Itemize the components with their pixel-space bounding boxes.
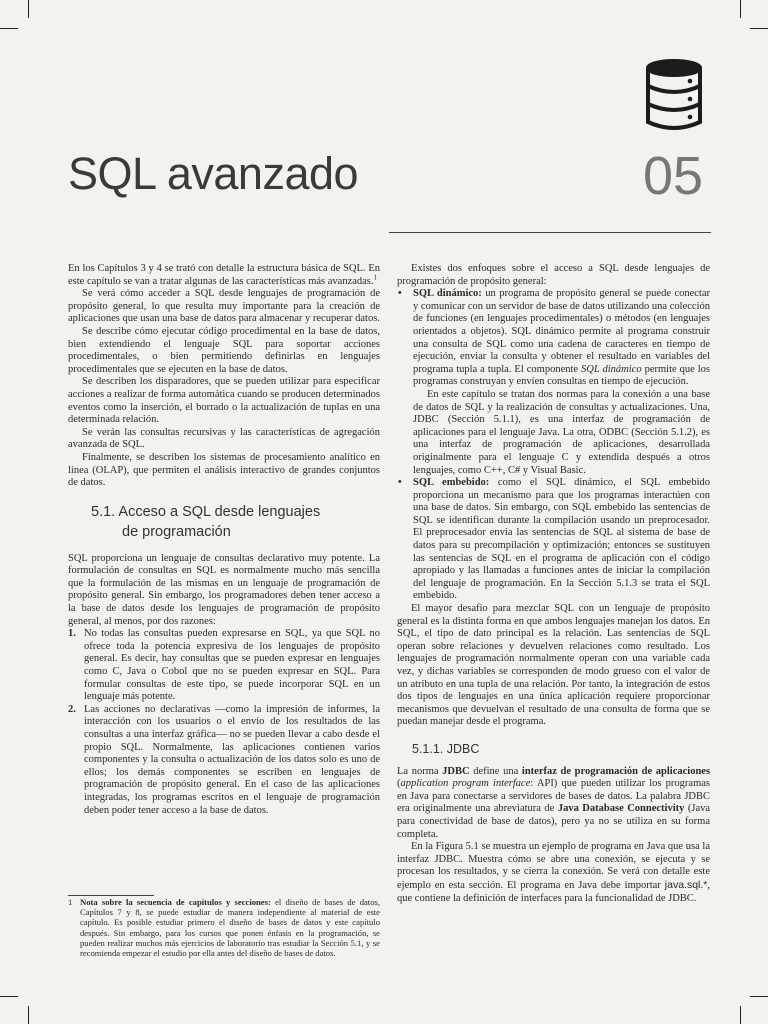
paragraph: La norma JDBC define una interfaz de programación de aplicaciones (application program interface: API) que pueden utilizar los programas en Java para conectarse a servidores de bases de datos. La palabra JDBC era originalmente una abreviatura de Java Database Connectivity (Java para conectividad de base de datos), pero ya no se utiliza en su forma completa. xyxy=(397,765,711,840)
subsection-heading: 5.1.1. JDBC xyxy=(412,741,480,756)
paragraph: El mayor desafío para mezclar SQL con un lenguaje de propósito general es la distinta forma en que ambos lenguajes manejan los datos. En SQL, el tipo de dato principal es la relación. Las sentencias de SQL operan sobre relaciones y devuelven relaciones como resultado. Los lenguajes de programación normalmente operan con una variable cada vez, y dichas variables se corresponden de modo grueso con el valor de un atributo en una tupla de una relación. Por tanto, la integración de estos dos tipos de lenguajes en una única aplicación requiere proporcionar mecanismos que devuelvan el resultado de una consulta de forma que se puedan manejar desde el programa. xyxy=(397,603,710,728)
list-number: 2. xyxy=(68,703,76,715)
footnote xyxy=(68,897,380,958)
crop-mark xyxy=(0,996,18,997)
list-text: Las acciones no declarativas —como la impresión de informes, la interacción con los usuarios o el envío de los resultados de las consultas a una interfaz gráfica— no se pueden llevar a cabo desde el propio SQL. Normalmente, las aplicaciones contienen varios componentes y la consulta o actualización de los datos solo es uno de ellos; los demás componentes se escriben en lenguajes de programación de propósito general. En el caso de las aplicaciones integradas, los programas escritos en el lenguaje de programación deben poder tener acceso a la base de datos. xyxy=(84,703,380,816)
list-item xyxy=(68,704,380,817)
left-column xyxy=(68,263,380,817)
crop-mark xyxy=(750,996,768,997)
list-text: No todas las consultas pueden expresarse en SQL, ya que SQL no ofrece toda la potencia expresiva de los lenguajes de propósito general. Es decir, hay consultas que se pueden expresar en lenguajes como C, Java o Cobol que no se pueden expresar en SQL. Para formular consultas de este tipo, se puede incorporar SQL en un lenguaje más potente. xyxy=(84,628,380,703)
crop-mark xyxy=(0,28,18,29)
footnote-mark: 1 xyxy=(68,897,73,907)
crop-mark xyxy=(740,1006,741,1024)
code-package: java.sql.* xyxy=(664,878,708,891)
intro-paragraph: En los Capítulos 3 y 4 se trató con detalle la estructura básica de SQL. En este capítulo se van a tratar algunas de las características más avanzadas.$^1$ xyxy=(68,263,380,287)
footnote-text: el diseño de bases de datos, Capítulos 7 y 8, se puede estudiar de manera independiente al material de este capítulo. Es posible estudiar primero el diseño de bases de datos y este capítulo después. Sin embargo, para los cursos que ponen énfasis en la programación, se pueden realizar muchos más ejercicios de laboratorio tras estudiar la Sección 5.1, y se recomienda empezar el estudio por ella antes del diseño de bases de datos. xyxy=(80,897,380,959)
term-dynamic-sql: SQL dinámico: xyxy=(413,288,482,300)
list-item: • SQL embebido: como el SQL dinámico, el SQL embebido proporciona un mecanismo para que los programas interactúen con una base de datos. Sin embargo, con SQL embebido las sentencias de SQL se identifican durante la compilación usando un preprocesador. El preprocesador envía las sentencias de SQL al sistema de base de datos para su precompilación y optimización; entonces se sustituyen las sentencias de SQL en el programa de aplicación con el código apropiado y las llamadas a funciones antes de iniciar la compilación del lenguaje de programación. En la Sección 5.1.3 se trata el SQL embebido. xyxy=(398,477,711,602)
list-number: 1. xyxy=(68,628,76,640)
title-rule xyxy=(389,232,711,233)
chapter-number: 05 xyxy=(643,146,704,206)
list-item xyxy=(68,628,380,704)
section-title-line-2: de programación xyxy=(122,523,231,540)
bullet-icon: • xyxy=(398,288,402,300)
intro-paragraph: Finalmente, se describen los sistemas de procesamiento analítico en línea (OLAP), que permiten el análisis interactivo de grandes conjuntos de datos. xyxy=(68,451,380,489)
footnote-label: Nota sobre la secuencia de capítulos y secciones: xyxy=(80,897,271,907)
section-heading xyxy=(91,502,380,542)
approaches-list xyxy=(397,288,710,603)
list-item: • SQL dinámico: un programa de propósito general se puede conectar y comunicar con un servidor de base de datos utilizando una colección de funciones (en lenguajes procedimentales) o métodos (en lenguajes orientados a objetos). SQL dinámico permite al programa construir una consulta de SQL como una cadena de caracteres en tiempo de ejecución, enviar la consulta y obtener el resultado en variables del programa tupla a tupla. El componente SQL dinámico permite que los programas construyan y envíen consultas en tiempo de ejecución. En este capítulo se tratan dos normas para la conexión a una base de datos de SQL y la realización de consultas y actualizaciones. Una, JDBC (Sección 5.1.1), es una interfaz de programación de aplicaciones para el lenguaje Java. La otra, ODBC (Sección 5.1.2), es una interfaz de programación de aplicaciones, desarrollada originalmente para el lenguaje C y extendida después a otros lenguajes, como C++, C# y Visual Basic. xyxy=(398,288,711,476)
database-icon xyxy=(644,58,704,132)
intro-paragraph: Se verá cómo acceder a SQL desde lenguajes de programación de propósito general, lo que resulta muy importante para la creación de aplicaciones que usan una base de datos para almacenar y recuperar datos. xyxy=(68,288,380,325)
chapter-title: SQL avanzado xyxy=(68,148,359,199)
crop-mark xyxy=(28,1006,29,1024)
section-number: 5.1. xyxy=(91,503,116,520)
crop-mark xyxy=(740,0,741,18)
crop-mark xyxy=(28,0,29,18)
paragraph: En la Figura 5.1 se muestra un ejemplo de programa en Java que usa la interfaz JDBC. Muestra cómo se abre una conexión, se ejecuta y se procesan los resultados, y se cierra la conexión. Se verá con detalle este ejemplo en esta sección. El programa en Java debe importar java.sql.*, que contiene la definición de interfaces para la funcionalidad de JDBC. xyxy=(397,841,710,904)
term-embedded-sql: SQL embebido: xyxy=(413,477,490,489)
intro-paragraph: Se verán las consultas recursivas y las características de agregación avanzada de SQL. xyxy=(68,426,380,451)
bullet-icon: • xyxy=(398,477,402,489)
intro-paragraph: Se describen los disparadores, que se pueden utilizar para especificar acciones a realizar de forma automática cuando se producen determinados eventos como la inserción, el borrado o la actualización de tuplas en una determinada relación. xyxy=(68,376,380,426)
footnote-ref[interactable]: 1 xyxy=(373,273,378,282)
approaches-intro: Existes dos enfoques sobre el acceso a SQL desde lenguajes de programación de propósito general: xyxy=(397,263,710,287)
footnote-rule xyxy=(68,895,154,896)
crop-mark xyxy=(750,28,768,29)
intro-paragraph: Se describe cómo ejecutar código procedimental en la base de datos, bien extendiendo el lenguaje SQL para soportar acciones procedimentales, o bien permitiendo definirlas en lenguajes procedimentales que se ejecuten en la base de datos. xyxy=(68,325,380,375)
right-column xyxy=(397,263,710,905)
section-title-line-1: Acceso a SQL desde lenguajes xyxy=(118,503,321,520)
bullet-paragraph: En este capítulo se tratan dos normas para la conexión a una base de datos de SQL y la realización de consultas y actualizaciones. Una, JDBC (Sección 5.1.1), es una interfaz de programación de aplicaciones para el lenguaje Java. La otra, ODBC (Sección 5.1.2), es una interfaz de programación de aplicaciones, desarrollada originalmente para el lenguaje C y extendida después a otros lenguajes, como C++, C# y Visual Basic. xyxy=(413,388,710,476)
section-paragraph: SQL proporciona un lenguaje de consultas declarativo muy potente. La formulación de consultas en SQL es normalmente mucho más sencilla que la formulación de las mismas en un lenguaje de programación de propósito general. Sin embargo, los programadores deben tener acceso a la base de datos desde los lenguajes de programación de propósito general, al menos, por dos razones: xyxy=(68,552,380,627)
reasons-list xyxy=(68,628,380,817)
